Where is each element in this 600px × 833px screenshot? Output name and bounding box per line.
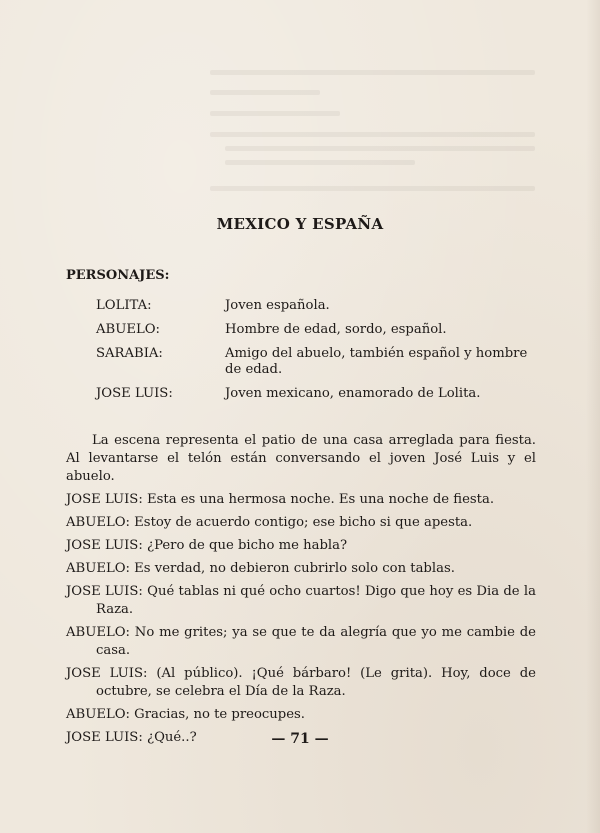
speaker: ABUELO: [66,625,130,640]
cast-description: Amigo del abuelo, también español y hombre de edad. [225,346,528,377]
dialogue-text: Es verdad, no debieron cubrirlo solo con tablas. [134,561,455,576]
show-through-mark [210,70,535,75]
speaker: ABUELO: [66,515,130,530]
dialogue-line [66,491,536,509]
dialogue-line [66,583,536,619]
dialogue-line [66,514,536,532]
dialogue-line [66,624,536,660]
dialogue-text: ¿Pero de que bicho me habla? [147,538,348,553]
dialogue-text: Qué tablas ni qué ocho cuartos! Digo que hoy es Dia de la Raza. [96,584,536,617]
dialogue-text: No me grites; ya se que te da alegría que yo me cambie de casa. [96,625,536,658]
cast-entry [96,386,536,402]
cast-name: LOLITA: [96,298,152,313]
cast-name: ABUELO: [96,322,160,337]
dialogue-text: Estoy de acuerdo contigo; ese bicho si que apesta. [134,515,473,530]
stage-direction: La escena representa el patio de una casa arreglada para fiesta. Al levantarse el telón están conversando el joven José Luis y el abuelo. [66,433,536,484]
dialogue-text: (Al público). ¡Qué bárbaro! (Le grita). Hoy, doce de octubre, se celebra el Día de la Raza. [96,666,536,699]
cast-list [96,298,536,410]
speaker: JOSE LUIS: [66,584,143,599]
cast-name: SARABIA: [96,346,163,361]
show-through-mark [210,111,340,116]
speaker: JOSE LUIS: [66,538,143,553]
dialogue-text: ¿Qué..? [147,730,197,745]
page-edge-shadow [586,0,600,833]
speaker: JOSE LUIS: [66,666,148,681]
show-through-mark [210,186,535,191]
play-title: MEXICO Y ESPAÑA [216,215,384,233]
dialogue-line [66,706,536,724]
cast-entry [96,346,536,378]
cast-entry [96,322,536,338]
cast-description: Joven mexicano, enamorado de Lolita. [225,386,481,401]
show-through-mark [210,132,535,137]
dialogue-line [66,560,536,578]
speaker: ABUELO: [66,561,130,576]
show-through-mark [210,90,320,95]
cast-description: Joven española. [225,298,330,313]
dialogue-line [66,665,536,701]
speaker: ABUELO: [66,707,130,722]
cast-name: JOSE LUIS: [96,386,173,401]
dialogue-text: Gracias, no te preocupes. [134,707,305,722]
cast-entry [96,298,536,314]
cast-heading: PERSONAJES: [66,268,170,283]
play-body [66,432,536,752]
dialogue-text: Esta es una hermosa noche. Es una noche de fiesta. [147,492,495,507]
page-number: — 71 — [271,731,329,747]
speaker: JOSE LUIS: [66,730,143,745]
cast-description: Hombre de edad, sordo, español. [225,322,447,337]
show-through-mark [225,160,415,165]
speaker: JOSE LUIS: [66,492,143,507]
dialogue-line [66,537,536,555]
show-through-mark [225,146,535,151]
